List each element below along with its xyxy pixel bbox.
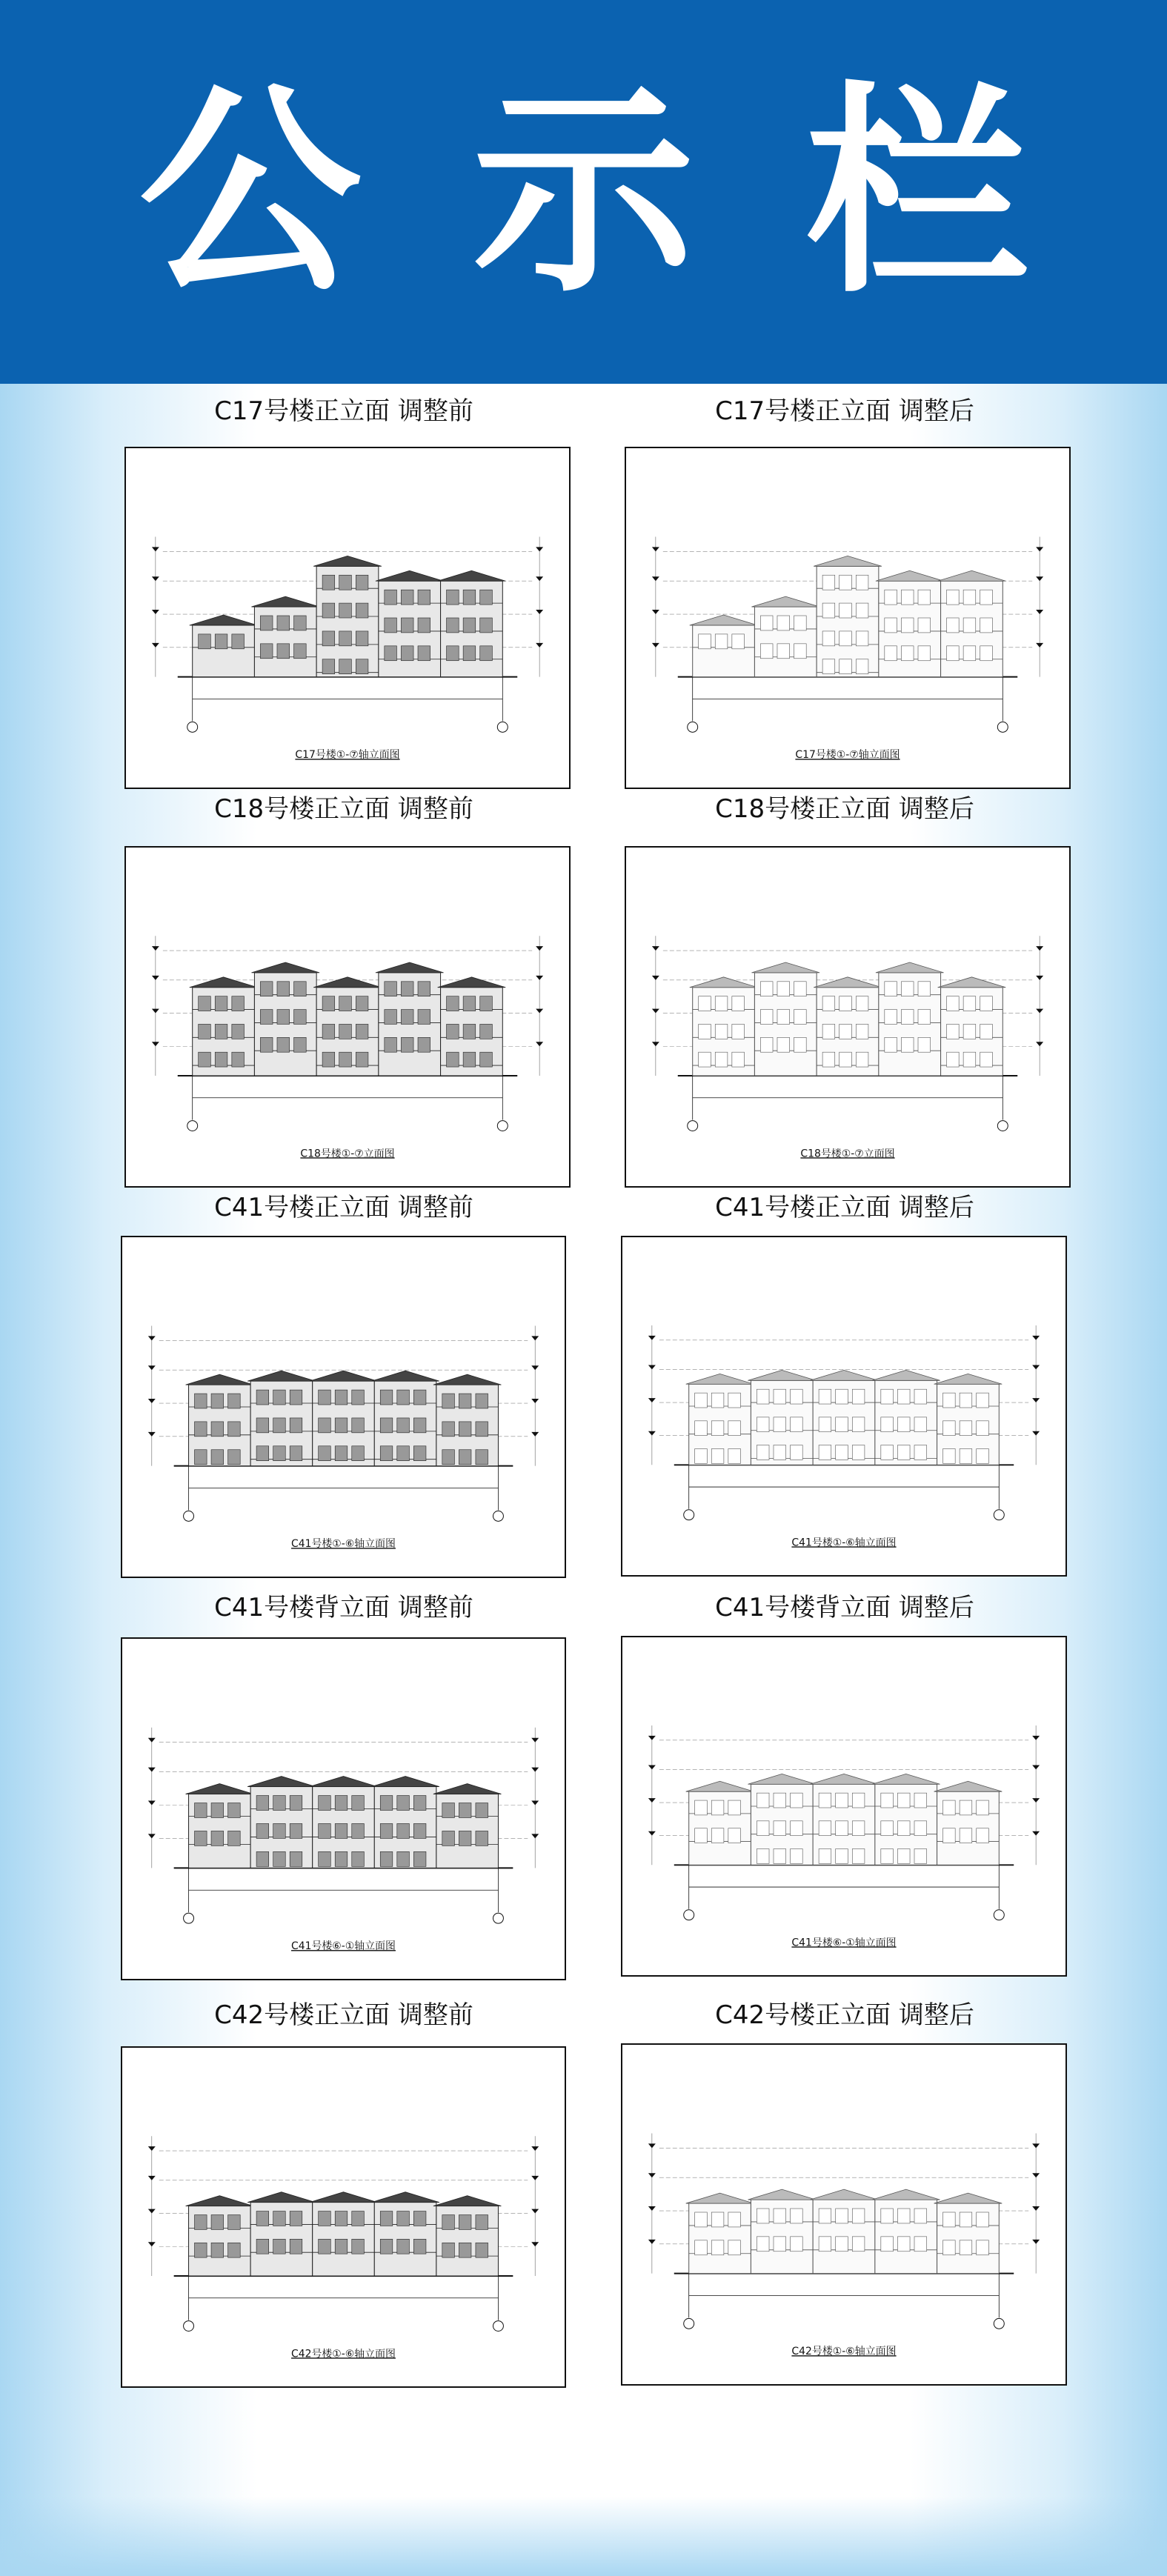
elevation-drawing <box>648 1325 1040 1520</box>
page-title: 公示栏 <box>139 61 1140 322</box>
elevation-drawing <box>648 1725 1040 1920</box>
elevation-drawing-svg <box>622 1637 1065 1975</box>
drawing-caption: C41号楼⑥-①轴立面图 <box>291 1940 396 1953</box>
drawing-caption: C17号楼①-⑦轴立面图 <box>295 749 400 762</box>
elevation-drawing-svg <box>122 1639 565 1979</box>
elevation-drawing-svg <box>126 848 569 1186</box>
elevation-drawing-frame <box>124 846 571 1188</box>
elevation-drawing-svg <box>122 2048 565 2386</box>
elevation-drawing <box>652 936 1043 1131</box>
elevation-drawing-frame <box>625 846 1071 1188</box>
elevation-drawing-svg <box>622 2045 1065 2384</box>
drawing-caption: C17号楼①-⑦轴立面图 <box>795 749 900 762</box>
drawing-caption: C41号楼①-⑥轴立面图 <box>791 1537 897 1549</box>
elevation-drawing <box>148 1325 539 1521</box>
elevation-drawing-frame <box>121 1637 566 1980</box>
elevation-drawing <box>152 536 543 732</box>
elevation-drawing-svg <box>126 448 569 788</box>
elevation-drawing <box>148 1728 539 1923</box>
elevation-drawing-frame <box>621 2043 1067 2386</box>
panel-title: C42号楼正立面 调整前 <box>214 2000 473 2030</box>
elevation-drawing-frame <box>121 2046 566 2388</box>
elevation-drawing-svg <box>626 848 1069 1186</box>
elevation-drawing-frame <box>625 447 1071 789</box>
drawing-caption: C42号楼①-⑥轴立面图 <box>791 2346 897 2358</box>
elevation-drawing <box>652 536 1043 732</box>
elevation-drawing-frame <box>621 1636 1067 1977</box>
elevation-drawing-frame <box>121 1236 566 1578</box>
elevation-drawing-frame <box>621 1236 1067 1577</box>
elevation-drawing-svg <box>122 1237 565 1577</box>
elevation-drawing-frame <box>124 447 571 789</box>
panel-title: C18号楼正立面 调整后 <box>715 794 974 824</box>
drawing-caption: C41号楼⑥-①轴立面图 <box>791 1937 897 1949</box>
panel-title: C18号楼正立面 调整前 <box>214 794 473 824</box>
drawing-caption: C41号楼①-⑥轴立面图 <box>291 1538 396 1551</box>
panel-title: C41号楼正立面 调整前 <box>214 1193 473 1222</box>
elevation-drawing <box>648 2133 1040 2329</box>
panel-title: C41号楼背立面 调整后 <box>715 1593 974 1623</box>
elevation-drawing-svg <box>626 448 1069 788</box>
bottom-band <box>0 2497 1167 2576</box>
panel-title: C17号楼正立面 调整前 <box>214 396 473 426</box>
drawing-caption: C18号楼①-⑦立面图 <box>800 1148 895 1160</box>
panel-title: C42号楼正立面 调整后 <box>715 2000 974 2030</box>
elevation-drawing <box>148 2136 539 2331</box>
elevation-drawing <box>152 936 543 1131</box>
header-banner <box>0 0 1167 384</box>
panel-title: C41号楼背立面 调整前 <box>214 1593 473 1623</box>
drawing-caption: C18号楼①-⑦立面图 <box>300 1148 395 1160</box>
panel-title: C41号楼正立面 调整后 <box>715 1193 974 1222</box>
drawing-caption: C42号楼①-⑥轴立面图 <box>291 2348 396 2360</box>
elevation-drawing-svg <box>622 1237 1065 1575</box>
panel-title: C17号楼正立面 调整后 <box>715 396 974 426</box>
